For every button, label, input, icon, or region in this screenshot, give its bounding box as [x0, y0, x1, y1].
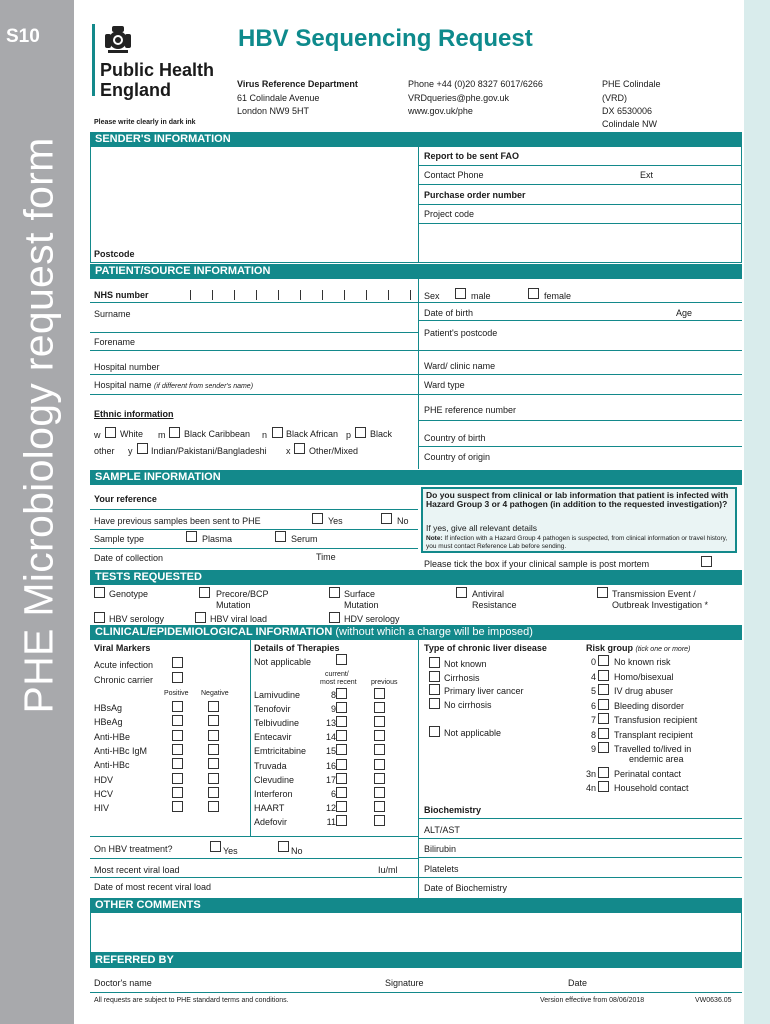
eth-om-label: Other/Mixed [309, 446, 359, 456]
risk-checkbox[interactable] [598, 670, 609, 681]
drug-current-checkbox[interactable] [336, 688, 347, 699]
marker-label: Anti-HBe [94, 731, 131, 742]
site2: (VRD) [602, 93, 627, 103]
section-referred-by: REFERRED BY [90, 953, 742, 968]
acute-checkbox[interactable] [172, 657, 183, 668]
acute-label: Acute infection [94, 660, 154, 670]
post-mortem-label: Please tick the box if your clinical sample is post mortem [424, 559, 650, 569]
risk-label: IV drug abuser [614, 686, 674, 696]
drug-name: Adefovir [254, 816, 288, 827]
section-sender: SENDER'S INFORMATION [90, 132, 742, 147]
risk-code: 9 [590, 744, 596, 754]
marker-negative-checkbox[interactable] [208, 744, 219, 755]
precore-checkbox[interactable] [199, 587, 210, 598]
marker-label: Anti-HBc IgM [94, 745, 148, 756]
risk-checkbox[interactable] [598, 781, 609, 792]
eth-w-code: w [94, 430, 101, 440]
eth-other-label: other [94, 446, 115, 456]
liver-label: No cirrhosis [444, 699, 492, 710]
marker-negative-checkbox[interactable] [208, 787, 219, 798]
risk-code: 8 [590, 730, 596, 740]
doctor-label: Doctor's name [94, 978, 152, 988]
positive-header: Positive [164, 690, 189, 697]
eth-ipb-label: Indian/Pakistani/Bangladeshi [151, 446, 267, 456]
female-label: female [544, 291, 572, 301]
liver-checkbox[interactable] [429, 684, 440, 695]
ext-label: Ext [640, 170, 654, 180]
form-code: S10 [6, 26, 40, 47]
drug-code: 11 [326, 816, 336, 827]
marker-positive-checkbox[interactable] [172, 715, 183, 726]
site4: Colindale NW [602, 119, 658, 129]
drug-previous-checkbox[interactable] [374, 787, 385, 798]
drug-previous-checkbox[interactable] [374, 730, 385, 741]
drug-current-checkbox[interactable] [336, 744, 347, 755]
male-checkbox[interactable] [455, 288, 466, 299]
marker-negative-checkbox[interactable] [208, 758, 219, 769]
prev-yes-label: Yes [328, 516, 343, 526]
eth-white-checkbox[interactable] [105, 427, 116, 438]
site1: PHE Colindale [602, 79, 661, 89]
risk-label: Travelled to/lived in [614, 744, 692, 754]
report-to-label: Report to be sent FAO [424, 151, 520, 161]
risk-code: 5 [590, 686, 596, 696]
transmission-label: Transmission Event / [612, 589, 696, 599]
serum-label: Serum [291, 534, 318, 544]
eth-n-code: n [262, 430, 268, 440]
drug-code: 12 [325, 802, 336, 813]
surface-label: Surface [344, 589, 376, 599]
phone: Phone +44 (0)20 8327 6017/6266 [408, 79, 543, 89]
precore-label: Precore/BCP [216, 589, 269, 599]
eth-ba-label: Black African [286, 429, 339, 439]
eth-x-code: x [286, 446, 291, 456]
risk-checkbox[interactable] [598, 655, 609, 666]
email: VRDqueries@phe.gov.uk [408, 93, 510, 103]
marker-positive-checkbox[interactable] [172, 787, 183, 798]
drug-code: 13 [325, 718, 336, 729]
antiviral-resistance-label: Resistance [472, 600, 517, 610]
risk-group-label: Risk group (tick one or more) [586, 643, 691, 653]
street: 61 Colindale Avenue [237, 93, 320, 103]
page-title: HBV Sequencing Request [238, 25, 533, 52]
hbv-viral-load-label: HBV viral load [210, 614, 268, 624]
footer-terms: All requests are subject to PHE standard terms and conditions. [94, 997, 289, 1004]
section-sample: SAMPLE INFORMATION [90, 470, 742, 485]
drug-code: 6 [330, 788, 336, 799]
your-ref-label: Your reference [94, 494, 157, 504]
risk-label: No known risk [614, 657, 671, 667]
logo-line2: England [100, 80, 171, 100]
drug-previous-checkbox[interactable] [374, 773, 385, 784]
right-sidebar [744, 0, 770, 1024]
marker-label: HBeAg [94, 717, 123, 728]
eth-p-code: p [346, 430, 352, 440]
hbv-viral-load-checkbox[interactable] [195, 612, 206, 623]
country-origin-label: Country of origin [424, 452, 491, 462]
drug-name: Emtricitabine [254, 746, 307, 757]
drug-name: Tenofovir [254, 704, 291, 715]
sample-type-label: Sample type [94, 534, 145, 544]
risk-label: Transfusion recipient [614, 715, 698, 725]
site3: DX 6530006 [602, 106, 653, 116]
signature-label: Signature [385, 978, 424, 988]
plasma-label: Plasma [202, 534, 233, 544]
risk-code: 4 [590, 672, 596, 682]
drug-code: 9 [330, 704, 336, 715]
dept: Virus Reference Department [237, 79, 358, 89]
project-code-label: Project code [424, 209, 475, 219]
precore-mutation-label: Mutation [216, 600, 251, 610]
marker-positive-checkbox[interactable] [172, 730, 183, 741]
eth-black-label: Black [370, 429, 393, 439]
drug-previous-checkbox[interactable] [374, 759, 385, 770]
time-label: Time [316, 552, 336, 562]
bilirubin-label: Bilirubin [424, 844, 457, 854]
marker-negative-checkbox[interactable] [208, 701, 219, 712]
marker-positive-checkbox[interactable] [172, 701, 183, 712]
section-clinical: CLINICAL/EPIDEMIOLOGICAL INFORMATION (without which a charge will be imposed) [90, 625, 742, 640]
most-recent-header: most recent [320, 679, 357, 686]
liver-disease-label: Type of chronic liver disease [424, 643, 547, 653]
prev-no-checkbox[interactable] [381, 513, 392, 524]
antiviral-checkbox[interactable] [456, 587, 467, 598]
risk-label: Perinatal contact [614, 769, 682, 779]
drug-name: Truvada [254, 760, 287, 771]
marker-label: HCV [94, 788, 114, 799]
drug-current-checkbox[interactable] [336, 730, 347, 741]
eth-m-code: m [158, 430, 166, 440]
drug-previous-checkbox[interactable] [374, 688, 385, 699]
hazard-question: Do you suspect from clinical or lab information that patient is infected with Hazard Group 3 or 4 pathogen (in addition to the requested investigation)? [426, 490, 729, 509]
drug-current-checkbox[interactable] [336, 773, 347, 784]
vertical-title: PHE Microbiology request form [15, 136, 62, 714]
marker-positive-checkbox[interactable] [172, 758, 183, 769]
prev-samples-label: Have previous samples been sent to PHE [94, 516, 261, 526]
drug-current-checkbox[interactable] [336, 702, 347, 713]
drug-current-checkbox[interactable] [336, 815, 347, 826]
prev-yes-checkbox[interactable] [312, 513, 323, 524]
date-viral-label: Date of most recent viral load [94, 882, 212, 892]
footer-version: Version effective from 08/06/2018 [540, 997, 645, 1004]
risk-label: Bleeding disorder [614, 701, 685, 711]
date-label: Date [568, 978, 588, 988]
comments-box[interactable] [90, 913, 742, 953]
marker-negative-checkbox[interactable] [208, 773, 219, 784]
viral-markers-label: Viral Markers [94, 643, 151, 653]
drug-name: Lamivudine [254, 690, 301, 700]
genotype-checkbox[interactable] [94, 587, 105, 598]
iu-ml-label: Iu/ml [378, 865, 398, 875]
postcode-label: Postcode [94, 249, 135, 259]
post-mortem-checkbox[interactable] [701, 556, 712, 567]
risk-label: Homo/bisexual [614, 672, 674, 682]
footer-code: VW0636.05 [695, 997, 732, 1004]
risk-code: 6 [590, 701, 596, 711]
phe-ref-label: PHE reference number [424, 405, 517, 415]
purchase-order-label: Purchase order number [424, 190, 526, 200]
drug-name: Clevudine [254, 774, 295, 785]
eth-y-code: y [128, 446, 133, 456]
marker-positive-checkbox[interactable] [172, 744, 183, 755]
drug-code: 16 [325, 760, 336, 771]
marker-label: HDV [94, 774, 114, 785]
hdv-serology-checkbox[interactable] [329, 612, 340, 623]
previous-header: previous [371, 679, 398, 686]
marker-label: HIV [94, 803, 110, 814]
drug-current-checkbox[interactable] [336, 716, 347, 727]
liver-na-label: Not applicable [444, 728, 502, 738]
dob-label: Date of birth [424, 308, 474, 318]
marker-positive-checkbox[interactable] [172, 773, 183, 784]
patient-postcode-label: Patient's postcode [424, 328, 498, 338]
on-hbv-no-label: No [291, 846, 303, 856]
prev-no-label: No [397, 516, 409, 526]
risk-label: Household contact [614, 783, 689, 793]
eth-om-checkbox[interactable] [294, 443, 305, 454]
hbv-serology-checkbox[interactable] [94, 612, 105, 623]
plasma-checkbox[interactable] [186, 531, 197, 542]
serum-checkbox[interactable] [275, 531, 286, 542]
drug-code: 8 [330, 690, 336, 700]
risk-checkbox[interactable] [598, 728, 609, 739]
ward-label: Ward/ clinic name [424, 361, 496, 371]
section-other-comments: OTHER COMMENTS [90, 898, 742, 913]
nhs-label: NHS number [94, 290, 149, 300]
eth-black-checkbox[interactable] [355, 427, 366, 438]
age-label: Age [676, 308, 693, 318]
risk-code: 7 [590, 715, 596, 725]
on-hbv-yes-checkbox[interactable] [210, 841, 221, 852]
antiviral-label: Antiviral [472, 589, 505, 599]
genotype-label: Genotype [109, 589, 149, 599]
city: London NW9 5HT [237, 106, 310, 116]
biochemistry-label: Biochemistry [424, 805, 482, 815]
chronic-label: Chronic carrier [94, 675, 154, 685]
on-hbv-no-checkbox[interactable] [278, 841, 289, 852]
surface-mutation-label: Mutation [344, 600, 379, 610]
drug-previous-checkbox[interactable] [374, 744, 385, 755]
drug-code: 17 [325, 774, 336, 785]
date-biochem-label: Date of Biochemistry [424, 883, 508, 893]
platelets-label: Platelets [424, 864, 459, 874]
risk-checkbox[interactable] [598, 767, 609, 778]
drug-previous-checkbox[interactable] [374, 815, 385, 826]
web: www.gov.uk/phe [408, 106, 473, 116]
marker-positive-checkbox[interactable] [172, 801, 183, 812]
drug-name: Telbivudine [254, 718, 300, 729]
contact-phone-label: Contact Phone [424, 170, 484, 180]
marker-negative-checkbox[interactable] [208, 730, 219, 741]
risk-code: 3n [585, 769, 596, 779]
on-hbv-label: On HBV treatment? [94, 844, 173, 854]
outbreak-label: Outbreak Investigation * [612, 600, 709, 610]
drug-name: Interferon [254, 788, 293, 799]
transmission-checkbox[interactable] [597, 587, 608, 598]
risk-code: 0 [590, 657, 596, 667]
marker-negative-checkbox[interactable] [208, 715, 219, 726]
liver-checkbox[interactable] [429, 671, 440, 682]
risk-checkbox[interactable] [598, 742, 609, 753]
drug-current-checkbox[interactable] [336, 801, 347, 812]
current-header: current/ [325, 671, 349, 678]
risk-code: 4n [585, 783, 596, 793]
negative-header: Negative [201, 690, 229, 697]
drug-previous-checkbox[interactable] [374, 801, 385, 812]
surname-label: Surname [94, 309, 131, 319]
forename-label: Forename [94, 337, 136, 347]
on-hbv-yes-label: Yes [223, 846, 238, 856]
therapies-label: Details of Therapies [254, 643, 340, 653]
female-checkbox[interactable] [528, 288, 539, 299]
drug-code: 15 [325, 746, 336, 757]
eth-bc-checkbox[interactable] [169, 427, 180, 438]
drug-previous-checkbox[interactable] [374, 716, 385, 727]
liver-na-checkbox[interactable] [429, 726, 440, 737]
drug-code: 14 [325, 732, 336, 743]
eth-ipb-checkbox[interactable] [137, 443, 148, 454]
therapy-na-label: Not applicable [254, 657, 312, 667]
hdv-serology-label: HDV serology [344, 614, 400, 624]
hospital-name-label: Hospital name (if different from sender's name) [94, 380, 254, 390]
risk-checkbox[interactable] [598, 684, 609, 695]
chronic-checkbox[interactable] [172, 672, 183, 683]
hbv-serology-label: HBV serology [109, 614, 165, 624]
sex-label: Sex [424, 291, 440, 301]
date-collection-label: Date of collection [94, 553, 164, 563]
if-yes-label: If yes, give all relevant details [426, 523, 538, 533]
viral-load-label: Most recent viral load [94, 865, 180, 875]
marker-label: Anti-HBc [94, 760, 130, 771]
risk-checkbox[interactable] [598, 699, 609, 710]
drug-name: Entecavir [254, 732, 292, 743]
drug-name: HAART [254, 802, 285, 813]
ward-type-label: Ward type [424, 380, 465, 390]
section-patient: PATIENT/SOURCE INFORMATION [90, 264, 742, 279]
liver-label: Primary liver cancer [444, 686, 524, 697]
marker-negative-checkbox[interactable] [208, 801, 219, 812]
eth-ba-checkbox[interactable] [272, 427, 283, 438]
marker-label: HBsAg [94, 703, 123, 713]
therapy-na-checkbox[interactable] [336, 654, 347, 665]
hazard-note: Note: If infection with a Hazard Group 4 pathogen is suspected, from clinical information or travel history, you must contact Reference Lab before sending. [426, 535, 728, 550]
liver-label: Cirrhosis [444, 672, 480, 683]
eth-white-label: White [120, 429, 144, 439]
hospital-number-label: Hospital number [94, 362, 160, 372]
endemic-label: endemic area [629, 754, 684, 764]
drug-previous-checkbox[interactable] [374, 702, 385, 713]
drug-current-checkbox[interactable] [336, 787, 347, 798]
alt-label: ALT/AST [424, 825, 460, 835]
liver-checkbox[interactable] [429, 657, 440, 668]
surface-checkbox[interactable] [329, 587, 340, 598]
male-label: male [471, 291, 491, 301]
hazard-box [421, 487, 737, 553]
logo-line1: Public Health [100, 60, 215, 80]
eth-bc-label: Black Caribbean [184, 429, 251, 439]
liver-label: Not known [444, 659, 487, 669]
crest-icon [100, 24, 136, 56]
liver-checkbox[interactable] [429, 698, 440, 709]
ethnic-label: Ethnic information [94, 409, 174, 419]
write-note: Please write clearly in dark ink [94, 119, 196, 126]
drug-current-checkbox[interactable] [336, 759, 347, 770]
country-birth-label: Country of birth [424, 433, 486, 443]
risk-label: Transplant recipient [614, 730, 693, 740]
section-tests: TESTS REQUESTED [90, 570, 742, 585]
risk-checkbox[interactable] [598, 713, 609, 724]
